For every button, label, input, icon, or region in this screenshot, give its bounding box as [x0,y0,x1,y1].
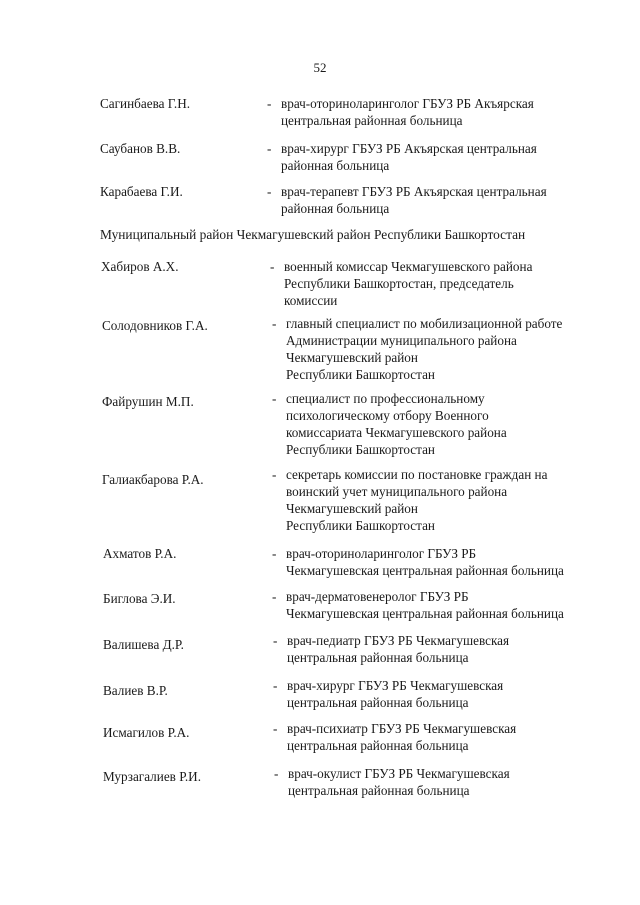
position-line: врач-педиатр ГБУЗ РБ Чекмагушевская [287,633,510,648]
person-position [286,545,564,579]
position-line: Республики Башкортостан [286,442,435,457]
person-name: Исмагилов Р.А. [103,725,190,740]
person-name: Валиев В.Р. [103,683,168,698]
position-line: центральная районная больница [288,783,470,798]
position-line: Республики Башкортостан [286,367,435,382]
person-position [281,183,547,217]
position-line: центральная районная больница [281,113,463,128]
position-line: центральная районная больница [287,695,469,710]
position-line: Чекмагушевский район [286,501,418,516]
position-line: Республики Башкортостан, председатель [284,276,514,291]
position-line: врач-оториноларинголог ГБУЗ РБ [286,546,477,561]
list-item [100,95,600,135]
position-line: Чекмагушевский район [286,350,418,365]
position-line: Республики Башкортостан [286,518,435,533]
position-line: врач-оториноларинголог ГБУЗ РБ Акъярская [281,96,534,111]
person-name: Солодовников Г.А. [102,318,208,333]
person-position [287,677,503,711]
list-item [100,140,600,180]
list-item [102,390,602,460]
dash-separator: - [267,96,272,111]
position-line: комиссариата Чекмагушевского района [286,425,507,440]
dash-separator: - [272,467,277,482]
person-position [287,632,509,666]
section-heading: Муниципальный район Чекмагушевский район Республики Башкортостан [100,227,526,242]
dash-separator: - [273,721,278,736]
position-line: секретарь комиссии по постановке граждан на [286,467,548,482]
position-line: центральная районная больница [287,738,469,753]
dash-separator: - [272,546,277,561]
person-name: Биглова Э.И. [103,591,176,606]
position-line: врач-хирург ГБУЗ РБ Чекмагушевская [287,678,504,693]
list-item [103,632,613,672]
person-name: Сагинбаева Г.Н. [100,96,191,111]
person-name: Валишева Д.Р. [103,637,184,652]
position-line: центральная районная больница [287,650,469,665]
dash-separator: - [273,678,278,693]
position-line: врач-дерматовенеролог ГБУЗ РБ [286,589,469,604]
person-name: Карабаева Г.И. [100,184,183,199]
dash-separator: - [272,391,277,406]
person-position [287,720,516,754]
person-position [286,315,562,383]
dash-separator: - [272,316,277,331]
position-line: военный комиссар Чекмагушевского района [284,259,533,274]
list-item [101,258,601,314]
person-position [281,140,537,174]
position-line: врач-хирург ГБУЗ РБ Акъярская центральная [281,141,537,156]
position-line: районная больница [281,158,390,173]
position-line: психологическому отбору Военного [286,408,489,423]
person-position [286,466,547,534]
position-line: врач-терапевт ГБУЗ РБ Акъярская центральная [281,184,547,199]
dash-separator: - [272,589,277,604]
list-item [103,677,613,717]
person-position [288,765,510,799]
position-line: главный специалист по мобилизационной работе [286,316,563,331]
position-line: районная больница [281,201,390,216]
position-line: Чекмагушевская центральная районная больница [286,563,564,578]
list-item [103,765,613,805]
position-line: комиссии [284,293,338,308]
position-line: воинский учет муниципального района [286,484,508,499]
position-line: Администрации муниципального района [286,333,517,348]
position-line: специалист по профессиональному [286,391,485,406]
list-item [102,466,612,536]
list-item [102,315,602,385]
person-position [284,258,532,309]
person-position [281,95,534,129]
person-position [286,588,564,622]
person-name: Файрушин М.П. [102,394,194,409]
dash-separator: - [267,141,272,156]
list-item [103,720,613,760]
person-name: Саубанов В.В. [100,141,181,156]
dash-separator: - [267,184,272,199]
dash-separator: - [273,633,278,648]
person-name: Галиакбарова Р.А. [102,472,204,487]
list-item [103,545,613,585]
person-position [286,390,507,458]
list-item [103,588,613,628]
dash-separator: - [270,259,275,274]
list-item [100,183,600,223]
person-name: Хабиров А.Х. [101,259,179,274]
position-line: врач-окулист ГБУЗ РБ Чекмагушевская [288,766,510,781]
position-line: Чекмагушевская центральная районная больница [286,606,564,621]
person-name: Мурзагалиев Р.И. [103,769,202,784]
page-number: 52 [313,60,327,75]
person-name: Ахматов Р.А. [103,546,177,561]
dash-separator: - [274,766,279,781]
position-line: врач-психиатр ГБУЗ РБ Чекмагушевская [287,721,517,736]
